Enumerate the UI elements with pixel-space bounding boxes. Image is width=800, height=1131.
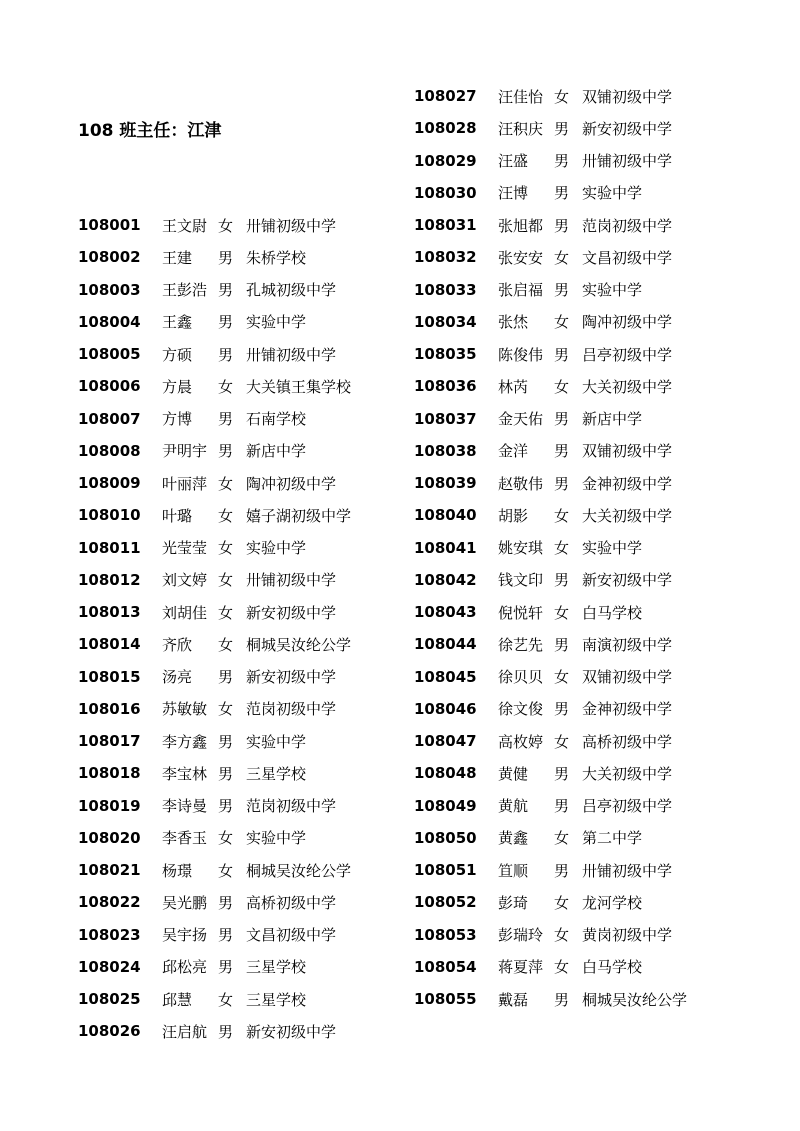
student-school: 黄岗初级中学 <box>582 926 673 945</box>
student-sex: 女 <box>218 700 234 719</box>
student-id: 108005 <box>78 345 141 364</box>
student-row <box>78 274 351 306</box>
student-row <box>414 112 687 144</box>
student-row <box>414 854 687 886</box>
student-id: 108052 <box>414 893 477 912</box>
student-sex: 男 <box>554 797 570 816</box>
student-school: 新安初级中学 <box>246 603 337 622</box>
student-id: 108034 <box>414 312 477 331</box>
student-name: 彭瑞玲 <box>498 926 544 945</box>
student-school: 范岗初级中学 <box>246 700 337 719</box>
student-sex: 男 <box>554 764 570 783</box>
student-row <box>78 306 351 338</box>
student-row <box>414 274 687 306</box>
student-row <box>414 209 687 241</box>
student-sex: 男 <box>218 345 234 364</box>
student-school: 新店中学 <box>582 410 643 429</box>
student-row <box>414 564 687 596</box>
student-school: 范岗初级中学 <box>582 216 673 235</box>
student-name: 黄鑫 <box>498 829 529 848</box>
student-row <box>414 596 687 628</box>
student-row <box>78 564 351 596</box>
student-school: 大关初级中学 <box>582 377 673 396</box>
student-id: 108046 <box>414 699 477 718</box>
student-school: 实验中学 <box>246 732 307 751</box>
student-sex: 女 <box>554 732 570 751</box>
student-sex: 男 <box>218 732 234 751</box>
student-row <box>78 919 351 951</box>
student-name: 徐艺先 <box>498 635 544 654</box>
student-row <box>414 983 687 1015</box>
student-school: 白马学校 <box>582 603 643 622</box>
student-id: 108053 <box>414 925 477 944</box>
student-row <box>78 725 351 757</box>
student-school: 卅铺初级中学 <box>246 345 337 364</box>
student-school: 金神初级中学 <box>582 700 673 719</box>
student-id: 108037 <box>414 409 477 428</box>
student-row <box>78 435 351 467</box>
student-name: 方硕 <box>162 345 193 364</box>
student-school: 实验中学 <box>246 539 307 558</box>
student-sex: 女 <box>554 313 570 332</box>
student-sex: 女 <box>218 990 234 1009</box>
student-school: 高桥初级中学 <box>246 893 337 912</box>
student-sex: 女 <box>218 377 234 396</box>
student-sex: 女 <box>218 506 234 525</box>
student-school: 陶冲初级中学 <box>246 474 337 493</box>
student-row <box>414 661 687 693</box>
student-sex: 男 <box>554 442 570 461</box>
student-id: 108020 <box>78 828 141 847</box>
student-school: 卅铺初级中学 <box>246 571 337 590</box>
student-name: 齐欣 <box>162 635 193 654</box>
student-school: 新安初级中学 <box>246 1022 337 1041</box>
student-name: 李香玉 <box>162 829 208 848</box>
student-school: 陶冲初级中学 <box>582 313 673 332</box>
student-id: 108016 <box>78 699 141 718</box>
student-school: 三星学校 <box>246 990 307 1009</box>
student-id: 108001 <box>78 216 141 235</box>
student-school: 新安初级中学 <box>582 119 673 138</box>
student-row <box>78 983 351 1015</box>
student-sex: 男 <box>554 990 570 1009</box>
student-school: 文昌初级中学 <box>582 248 673 267</box>
student-school: 大关镇王集学校 <box>246 377 352 396</box>
student-sex: 男 <box>218 893 234 912</box>
student-id: 108014 <box>78 635 141 654</box>
student-school: 嬉子湖初级中学 <box>246 506 352 525</box>
student-name: 王文尉 <box>162 216 208 235</box>
student-school: 白马学校 <box>582 958 643 977</box>
student-row <box>78 822 351 854</box>
student-row <box>414 306 687 338</box>
student-sex: 女 <box>554 539 570 558</box>
student-sex: 男 <box>218 313 234 332</box>
student-id: 108051 <box>414 861 477 880</box>
student-sex: 男 <box>218 958 234 977</box>
student-name: 彭琦 <box>498 893 529 912</box>
student-row <box>78 532 351 564</box>
student-name: 金洋 <box>498 442 529 461</box>
student-name: 李方鑫 <box>162 732 208 751</box>
student-school: 双铺初级中学 <box>582 442 673 461</box>
student-school: 大关初级中学 <box>582 506 673 525</box>
student-school: 双铺初级中学 <box>582 668 673 687</box>
student-name: 吴光鹏 <box>162 893 208 912</box>
student-school: 实验中学 <box>246 313 307 332</box>
student-id: 108008 <box>78 441 141 460</box>
student-name: 胡影 <box>498 506 529 525</box>
student-name: 李诗曼 <box>162 797 208 816</box>
student-row <box>414 435 687 467</box>
student-row <box>414 499 687 531</box>
student-row <box>414 628 687 660</box>
student-id: 108049 <box>414 796 477 815</box>
student-id: 108010 <box>78 506 141 525</box>
student-school: 范岗初级中学 <box>246 797 337 816</box>
student-row <box>78 403 351 435</box>
student-id: 108031 <box>414 216 477 235</box>
student-id: 108004 <box>78 312 141 331</box>
student-id: 108012 <box>78 570 141 589</box>
class-title: 108 班主任：江津 <box>78 121 222 141</box>
student-name: 汪盛 <box>498 152 529 171</box>
student-name: 黄健 <box>498 764 529 783</box>
student-id: 108023 <box>78 925 141 944</box>
student-name: 汪积庆 <box>498 119 544 138</box>
student-name: 邱松亮 <box>162 958 208 977</box>
student-row <box>78 1015 351 1047</box>
student-id: 108011 <box>78 538 141 557</box>
student-row <box>414 370 687 402</box>
student-id: 108017 <box>78 732 141 751</box>
student-row <box>414 241 687 273</box>
student-name: 赵敬伟 <box>498 474 544 493</box>
student-school: 三星学校 <box>246 958 307 977</box>
student-row <box>78 790 351 822</box>
student-sex: 女 <box>554 248 570 267</box>
student-id: 108026 <box>78 1022 141 1041</box>
student-id: 108033 <box>414 280 477 299</box>
student-sex: 男 <box>218 410 234 429</box>
student-id: 108007 <box>78 409 141 428</box>
student-name: 王鑫 <box>162 313 193 332</box>
student-sex: 男 <box>554 861 570 880</box>
student-id: 108025 <box>78 990 141 1009</box>
student-id: 108021 <box>78 861 141 880</box>
student-school: 三星学校 <box>246 764 307 783</box>
student-sex: 女 <box>218 861 234 880</box>
student-name: 刘胡佳 <box>162 603 208 622</box>
student-sex: 男 <box>554 410 570 429</box>
student-name: 戴磊 <box>498 990 529 1009</box>
student-name: 王彭浩 <box>162 281 208 300</box>
student-name: 张烋 <box>498 313 529 332</box>
student-row <box>414 467 687 499</box>
student-id: 108050 <box>414 828 477 847</box>
student-row <box>414 951 687 983</box>
student-id: 108027 <box>414 87 477 106</box>
student-id: 108002 <box>78 248 141 267</box>
student-sex: 女 <box>218 635 234 654</box>
student-school: 实验中学 <box>582 281 643 300</box>
student-school: 实验中学 <box>246 829 307 848</box>
student-sex: 男 <box>218 926 234 945</box>
student-row <box>414 532 687 564</box>
student-name: 刘文婷 <box>162 571 208 590</box>
student-school: 卅铺初级中学 <box>582 861 673 880</box>
student-row <box>78 209 351 241</box>
student-id: 108035 <box>414 345 477 364</box>
student-name: 汪佳怡 <box>498 87 544 106</box>
student-sex: 男 <box>554 700 570 719</box>
student-school: 双铺初级中学 <box>582 87 673 106</box>
student-row <box>78 661 351 693</box>
student-sex: 女 <box>554 87 570 106</box>
student-id: 108044 <box>414 635 477 654</box>
student-id: 108006 <box>78 377 141 396</box>
student-name: 黄航 <box>498 797 529 816</box>
student-name: 汪博 <box>498 184 529 203</box>
student-row <box>78 499 351 531</box>
student-row <box>414 886 687 918</box>
student-row <box>78 370 351 402</box>
student-id: 108048 <box>414 764 477 783</box>
student-name: 李宝林 <box>162 764 208 783</box>
student-row <box>414 145 687 177</box>
student-name: 倪悦轩 <box>498 603 544 622</box>
student-name: 方博 <box>162 410 193 429</box>
student-name: 叶璐 <box>162 506 193 525</box>
student-sex: 男 <box>554 345 570 364</box>
student-sex: 女 <box>554 506 570 525</box>
student-school: 吕亭初级中学 <box>582 345 673 364</box>
student-name: 笪顺 <box>498 861 529 880</box>
student-id: 108043 <box>414 603 477 622</box>
student-sex: 女 <box>554 926 570 945</box>
student-id: 108045 <box>414 667 477 686</box>
student-name: 林芮 <box>498 377 529 396</box>
student-row <box>414 693 687 725</box>
student-name: 张启福 <box>498 281 544 300</box>
student-id: 108047 <box>414 732 477 751</box>
student-name: 吴宇扬 <box>162 926 208 945</box>
student-sex: 男 <box>218 1022 234 1041</box>
student-school: 吕亭初级中学 <box>582 797 673 816</box>
student-sex: 男 <box>554 184 570 203</box>
student-school: 文昌初级中学 <box>246 926 337 945</box>
student-sex: 女 <box>554 958 570 977</box>
student-row <box>414 757 687 789</box>
student-name: 张安安 <box>498 248 544 267</box>
student-sex: 女 <box>554 603 570 622</box>
student-row <box>78 854 351 886</box>
student-school: 实验中学 <box>582 184 643 203</box>
student-row <box>78 338 351 370</box>
student-row <box>414 919 687 951</box>
student-sex: 女 <box>554 377 570 396</box>
student-name: 光莹莹 <box>162 539 208 558</box>
student-sex: 女 <box>218 603 234 622</box>
student-name: 高枚婷 <box>498 732 544 751</box>
student-school: 桐城吴汝纶公学 <box>246 635 352 654</box>
student-school: 孔城初级中学 <box>246 281 337 300</box>
student-school: 桐城吴汝纶公学 <box>582 990 688 1009</box>
student-school: 龙河学校 <box>582 893 643 912</box>
student-sex: 男 <box>554 119 570 138</box>
student-id: 108040 <box>414 506 477 525</box>
student-sex: 女 <box>554 893 570 912</box>
student-name: 蒋夏萍 <box>498 958 544 977</box>
student-sex: 女 <box>554 668 570 687</box>
student-sex: 男 <box>218 442 234 461</box>
student-id: 108028 <box>414 119 477 138</box>
student-name: 徐贝贝 <box>498 668 544 687</box>
student-sex: 女 <box>218 539 234 558</box>
student-id: 108015 <box>78 667 141 686</box>
student-sex: 男 <box>218 281 234 300</box>
student-id: 108042 <box>414 570 477 589</box>
student-row <box>414 80 687 112</box>
student-id: 108054 <box>414 957 477 976</box>
student-name: 王建 <box>162 248 193 267</box>
student-name: 方晨 <box>162 377 193 396</box>
student-school: 新安初级中学 <box>582 571 673 590</box>
student-school: 新店中学 <box>246 442 307 461</box>
student-name: 杨璟 <box>162 861 193 880</box>
student-sex: 男 <box>554 152 570 171</box>
student-id: 108009 <box>78 474 141 493</box>
student-school: 大关初级中学 <box>582 764 673 783</box>
student-row <box>78 693 351 725</box>
student-row <box>414 790 687 822</box>
student-school: 高桥初级中学 <box>582 732 673 751</box>
student-name: 汤亮 <box>162 668 193 687</box>
student-school: 石南学校 <box>246 410 307 429</box>
student-id: 108032 <box>414 248 477 267</box>
student-row <box>414 403 687 435</box>
student-row <box>78 886 351 918</box>
student-school: 新安初级中学 <box>246 668 337 687</box>
student-id: 108029 <box>414 151 477 170</box>
student-school: 南演初级中学 <box>582 635 673 654</box>
student-sex: 男 <box>218 248 234 267</box>
student-sex: 男 <box>218 764 234 783</box>
student-name: 金天佑 <box>498 410 544 429</box>
student-row <box>414 725 687 757</box>
student-name: 尹明宇 <box>162 442 208 461</box>
student-id: 108041 <box>414 538 477 557</box>
student-row <box>414 177 687 209</box>
student-id: 108038 <box>414 441 477 460</box>
student-school: 卅铺初级中学 <box>246 216 337 235</box>
student-row <box>78 757 351 789</box>
student-sex: 男 <box>554 571 570 590</box>
student-row <box>78 241 351 273</box>
student-sex: 女 <box>218 474 234 493</box>
student-name: 苏敏敏 <box>162 700 208 719</box>
student-school: 朱桥学校 <box>246 248 307 267</box>
left-student-column <box>78 209 351 1048</box>
student-id: 108036 <box>414 377 477 396</box>
student-school: 卅铺初级中学 <box>582 152 673 171</box>
student-school: 第二中学 <box>582 829 643 848</box>
student-sex: 男 <box>554 216 570 235</box>
student-row <box>78 628 351 660</box>
student-name: 汪启航 <box>162 1022 208 1041</box>
student-sex: 男 <box>218 668 234 687</box>
student-id: 108022 <box>78 893 141 912</box>
student-id: 108024 <box>78 957 141 976</box>
student-school: 桐城吴汝纶公学 <box>246 861 352 880</box>
student-sex: 女 <box>218 216 234 235</box>
student-sex: 男 <box>554 281 570 300</box>
student-id: 108039 <box>414 474 477 493</box>
student-row <box>414 338 687 370</box>
student-sex: 男 <box>554 635 570 654</box>
student-school: 实验中学 <box>582 539 643 558</box>
student-row <box>78 467 351 499</box>
student-id: 108013 <box>78 603 141 622</box>
student-row <box>78 596 351 628</box>
student-id: 108019 <box>78 796 141 815</box>
student-school: 金神初级中学 <box>582 474 673 493</box>
student-name: 姚安琪 <box>498 539 544 558</box>
student-id: 108018 <box>78 764 141 783</box>
student-row <box>414 822 687 854</box>
student-sex: 女 <box>218 829 234 848</box>
student-sex: 男 <box>218 797 234 816</box>
student-name: 邱慧 <box>162 990 193 1009</box>
right-student-column <box>414 80 687 1015</box>
student-name: 张旭都 <box>498 216 544 235</box>
student-name: 陈俊伟 <box>498 345 544 364</box>
student-sex: 女 <box>218 571 234 590</box>
student-name: 叶丽萍 <box>162 474 208 493</box>
student-sex: 男 <box>554 474 570 493</box>
student-id: 108055 <box>414 990 477 1009</box>
student-name: 钱文印 <box>498 571 544 590</box>
student-id: 108003 <box>78 280 141 299</box>
student-row <box>78 951 351 983</box>
student-id: 108030 <box>414 183 477 202</box>
student-sex: 女 <box>554 829 570 848</box>
student-name: 徐文俊 <box>498 700 544 719</box>
